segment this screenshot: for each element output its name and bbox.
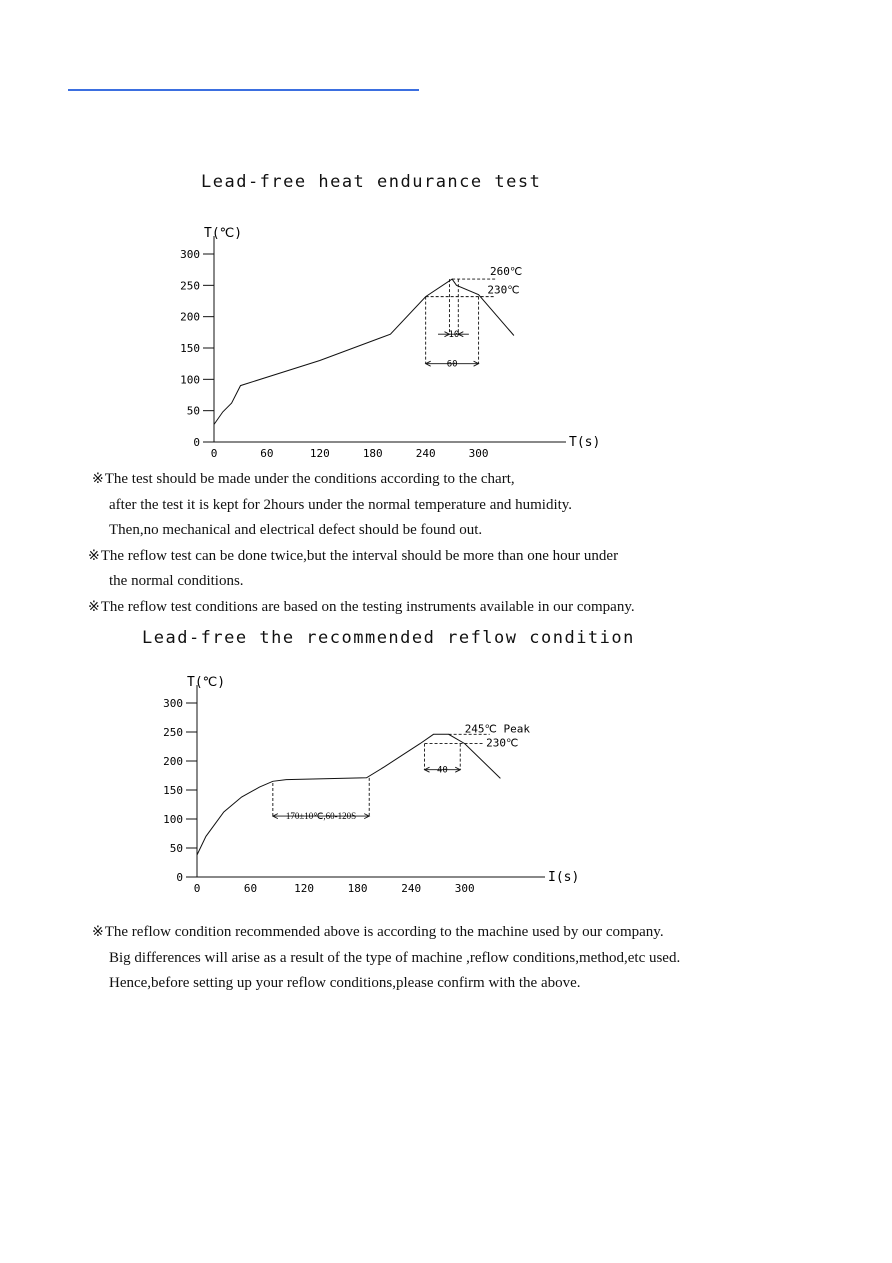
- reference-mark-icon: ※: [88, 547, 100, 564]
- note-line: Big differences will arise as a result of the type of machine ,reflow conditions,method,etc used.: [109, 949, 681, 966]
- label-230: 230℃: [486, 736, 519, 750]
- reference-mark-icon: ※: [92, 924, 104, 940]
- y-tick-label: 150: [163, 784, 183, 797]
- x-tick-label: 180: [347, 882, 368, 895]
- reference-mark-icon: ※: [92, 471, 104, 487]
- label-40: 40: [436, 765, 448, 776]
- label-245-peak: 245℃ Peak: [464, 722, 531, 736]
- y-tick-label: 100: [180, 373, 200, 387]
- y-axis-label: T(℃): [187, 675, 226, 690]
- label-230: 230℃: [487, 283, 520, 297]
- x-axis-label: I(s): [548, 870, 580, 885]
- y-tick-label: 100: [163, 813, 183, 826]
- y-tick-label: 50: [169, 842, 183, 855]
- x-tick-label: 60: [243, 882, 258, 895]
- y-tick-label: 0: [193, 436, 200, 449]
- note-line: ※The reflow test can be done twice,but the interval should be more than one hour under: [88, 547, 619, 564]
- note-line: ※The reflow condition recommended above is according to the machine used by our company.: [92, 924, 664, 940]
- label-60: 60: [446, 359, 458, 370]
- y-tick-label: 300: [163, 697, 183, 710]
- chart-1-title: Lead-free heat endurance test: [201, 172, 542, 192]
- note-line: ※The test should be made under the conditions according to the chart,: [92, 471, 515, 487]
- y-tick-label: 200: [180, 310, 200, 324]
- label-10: 10: [448, 330, 460, 341]
- x-tick-label: 0: [193, 882, 201, 895]
- chart-2-title: Lead-free the recommended reflow condition: [142, 628, 635, 648]
- x-tick-label: 180: [362, 447, 383, 460]
- x-tick-label: 60: [260, 447, 274, 460]
- note-line: ※The reflow test conditions are based on the testing instruments available in our company.: [88, 598, 635, 615]
- notes-block-1: [88, 467, 635, 620]
- temperature-profile-line: [197, 734, 500, 855]
- x-tick-label: 300: [454, 882, 475, 895]
- note-line: Then,no mechanical and electrical defect should be found out.: [109, 522, 483, 538]
- temperature-profile-line: [214, 279, 514, 424]
- x-tick-label: 120: [309, 447, 330, 460]
- y-axis-label: T(℃): [204, 226, 243, 241]
- y-tick-label: 150: [180, 342, 200, 355]
- x-tick-label: 240: [401, 882, 422, 895]
- label-preheat: 170±10℃,60-120S: [285, 811, 357, 822]
- y-tick-label: 250: [163, 726, 183, 739]
- y-tick-label: 250: [180, 279, 200, 293]
- x-axis-label: T(s): [569, 435, 601, 450]
- x-tick-label: 240: [415, 447, 436, 460]
- label-260: 260℃: [490, 265, 523, 279]
- note-line: Hence,before setting up your reflow conditions,please confirm with the above.: [109, 975, 581, 991]
- note-line: the normal conditions.: [109, 573, 244, 589]
- x-tick-label: 120: [294, 882, 315, 895]
- heat-endurance-chart: [0, 212, 892, 472]
- y-tick-label: 200: [163, 755, 183, 768]
- y-tick-label: 50: [186, 404, 200, 418]
- x-tick-label: 300: [468, 447, 489, 460]
- y-tick-label: 300: [180, 248, 200, 261]
- y-tick-label: 0: [176, 871, 183, 884]
- notes-block-2: [92, 920, 680, 997]
- reference-mark-icon: ※: [88, 598, 100, 615]
- header-rule: [68, 89, 419, 91]
- x-tick-label: 0: [210, 447, 218, 460]
- note-line: after the test it is kept for 2hours under the normal temperature and humidity.: [109, 496, 573, 513]
- reflow-condition-chart: [0, 668, 892, 903]
